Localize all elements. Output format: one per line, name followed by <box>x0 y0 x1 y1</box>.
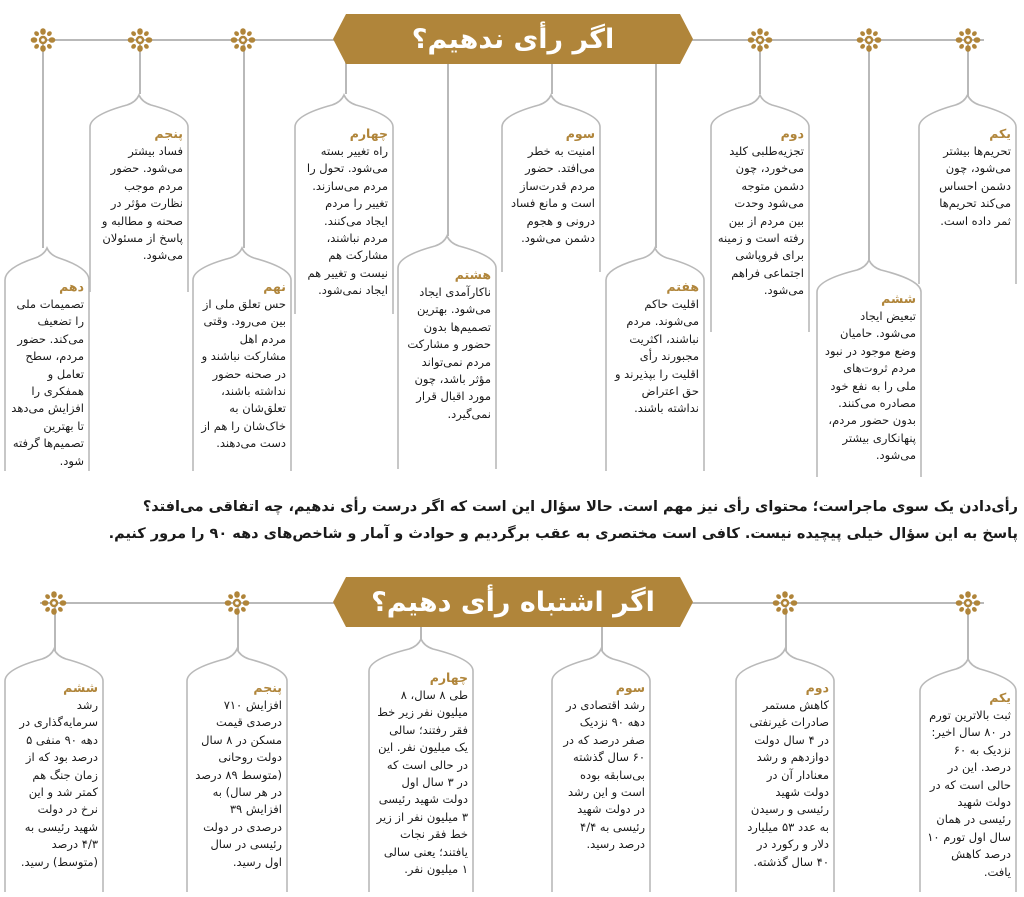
card-ordinal: ششم <box>63 680 98 695</box>
card-ordinal: چهارم <box>429 670 468 685</box>
s2-card-1 <box>917 657 1019 893</box>
connector-s1-9 <box>243 42 245 248</box>
ornament-icon <box>30 28 56 52</box>
card-text: تصمیمات ملی را تضعیف می‌کند. حضور مردم، سطح تعامل و همفکری را افزایش می‌دهد تا بهترین تصمیم‌ها گرفته شود. <box>11 297 84 468</box>
card-text: ناکارآمدی ایجاد می‌شود. بهترین تصمیم‌ها بدون حضور و مشارکت مردم نمی‌تواند مؤثر باشد، چون مورد اقبال قرار نمی‌گیرد. <box>407 285 491 421</box>
s1-card-5 <box>87 93 191 293</box>
card-text: رشد سرمایه‌گذاری در دهه ۹۰ منفی ۵ درصد بود که از زمان جنگ هم کمتر شد و این نرخ در دولت شهید رئیسی به ۴/۳ درصد (متوسط) رسید. <box>19 698 98 869</box>
ornament-icon <box>856 28 882 52</box>
card-text: اقلیت حاکم می‌شوند. مردم نباشند، اکثریت مجبورند رأی اقلیت را بپذیرند و حق اعتراض نداشته باشند. <box>614 297 699 416</box>
section2-title: اگر اشتباه رأی دهیم؟ <box>371 586 655 618</box>
card-ordinal: یکم <box>989 126 1011 141</box>
s2-card-3 <box>549 647 653 893</box>
connector-s1-6 <box>868 42 870 260</box>
section1-title-banner <box>333 14 693 64</box>
s1-card-10 <box>2 246 92 472</box>
ornament-icon <box>955 28 981 52</box>
card-text: تجزیه‌طلبی کلید می‌خورد، چون دشمن متوجه می‌شود وحدت بین مردم از بین رفته است و زمینه برای فروپاشی اجتماعی فراهم می‌شود. <box>717 144 804 298</box>
card-text: طی ۸ سال، ۸ میلیون نفر زیر خط فقر رفتند؛ سالی یک میلیون نفر. این در حالی است که در ۳ سال اول دولت شهید رئیسی ۳ میلیون نفر از زیر خط فقر نجات یافتند؛ یعنی سالی ۱ میلیون نفر. <box>376 688 468 877</box>
s1-card-2 <box>708 93 812 333</box>
ornament-icon <box>127 28 153 52</box>
card-ordinal: هفتم <box>666 279 699 294</box>
card-text: رشد اقتصادی در دهه ۹۰ نزدیک صفر درصد که در ۶۰ سال گذشته بی‌سابقه بوده است و این رشد در دولت شهید رئیسی به ۴/۴ درصد رسید. <box>563 698 645 852</box>
ornament-icon <box>747 28 773 52</box>
intro-paragraph <box>30 494 1018 548</box>
card-ordinal: هشتم <box>454 267 491 282</box>
card-text: تحریم‌ها بیشتر می‌شود، چون دشمن احساس می‌کند تحریم‌ها ثمر داده است. <box>939 144 1011 228</box>
connector-s1-8 <box>447 42 449 236</box>
s2-card-5 <box>184 647 290 893</box>
card-ordinal: ششم <box>881 291 916 306</box>
s1-card-9 <box>190 246 294 472</box>
card-text: امنیت به خطر می‌افتد. حضور مردم قدرت‌ساز است و مانع فساد درونی و هجوم دشمن می‌شود. <box>510 144 595 246</box>
section1-title: اگر رأی ندهیم؟ <box>411 23 615 55</box>
connector-s1-10 <box>42 42 44 248</box>
card-ordinal: سوم <box>565 126 595 141</box>
card-text: ثبت بالاترین تورم در ۸۰ سال اخیر: نزدیک به ۶۰ درصد. این در حالی است که در دولت شهید رئیسی در همان سال اول تورم ۱۰ درصد کاهش یافت. <box>927 708 1011 879</box>
intro-line-1: رأی‌دادن یک سوی ماجراست؛ محتوای رأی نیز مهم است. حالا سؤال این است که اگر درست رأی ندهیم، چه اتفاقی می‌افتد؟ <box>142 499 1018 515</box>
s2-card-6 <box>2 647 106 893</box>
ornament-icon <box>955 591 981 615</box>
card-ordinal: پنجم <box>253 680 282 695</box>
card-text: فساد بیشتر می‌شود. حضور مردم موجب نظارت مؤثر در صحنه و مطالبه و پاسخ از مسئولان می‌شود. <box>101 144 183 263</box>
card-text: افزایش ۷۱۰ درصدی قیمت مسکن در ۸ سال دولت روحانی (متوسط ۸۹ درصد در هر سال) به افزایش ۳۹ درصدی در دولت رئیسی در سال اول رسید. <box>195 698 282 869</box>
ornament-icon <box>230 28 256 52</box>
card-text: راه تغییر بسته می‌شود. تحول را مردم می‌سازند. تغییر را مردم ایجاد می‌کنند. مردم نباشند، مشارکت هم نیست و تغییر هم ایجاد نمی‌شود. <box>306 144 388 298</box>
s1-card-8 <box>395 234 499 470</box>
card-ordinal: نهم <box>263 279 286 294</box>
s1-card-7 <box>603 246 707 472</box>
connector-s1-7 <box>655 42 657 248</box>
section2-title-banner <box>333 577 693 627</box>
card-ordinal: یکم <box>989 690 1011 705</box>
card-ordinal: چهارم <box>349 126 388 141</box>
s1-card-4 <box>292 93 396 315</box>
ornament-icon <box>41 591 67 615</box>
card-ordinal: دوم <box>805 680 829 695</box>
card-text: حس تعلق ملی از بین می‌رود. وقتی مردم اهل مشارکت نباشند و در صحنه حضور نداشته باشند، تعلق‌شان به خاک‌شان را هم از دست می‌دهند. <box>201 297 286 451</box>
card-ordinal: سوم <box>615 680 645 695</box>
s1-card-6 <box>814 258 924 478</box>
s2-card-4 <box>366 637 476 893</box>
card-ordinal: پنجم <box>154 126 183 141</box>
card-ordinal: دوم <box>780 126 804 141</box>
card-ordinal: دهم <box>59 279 84 294</box>
card-text: کاهش مستمر صادرات غیرنفتی در ۴ سال دولت دوازدهم و رشد معنادار آن در دولت شهید رئیسی و رسیدن به عدد ۵۳ میلیارد دلار و رکورد در ۴۰ سال گذشته. <box>747 698 829 869</box>
s1-card-3 <box>499 93 603 273</box>
card-text: تبعیض ایجاد می‌شود. حامیان وضع موجود در نبود مردم ثروت‌های ملی را به نفع خود مصادره می‌کنند. بدون حضور مردم، پنهانکاری بیشتر می‌شود. <box>824 309 916 463</box>
ornament-icon <box>772 591 798 615</box>
intro-line-2: پاسخ به این سؤال خیلی پیچیده نیست. کافی است مختصری به عقب برگردیم و حوادث و آمار و شاخص‌های دهه ۹۰ را مرور کنیم. <box>108 526 1018 542</box>
ornament-icon <box>224 591 250 615</box>
s1-card-1 <box>916 93 1019 285</box>
s2-card-2 <box>733 647 837 893</box>
